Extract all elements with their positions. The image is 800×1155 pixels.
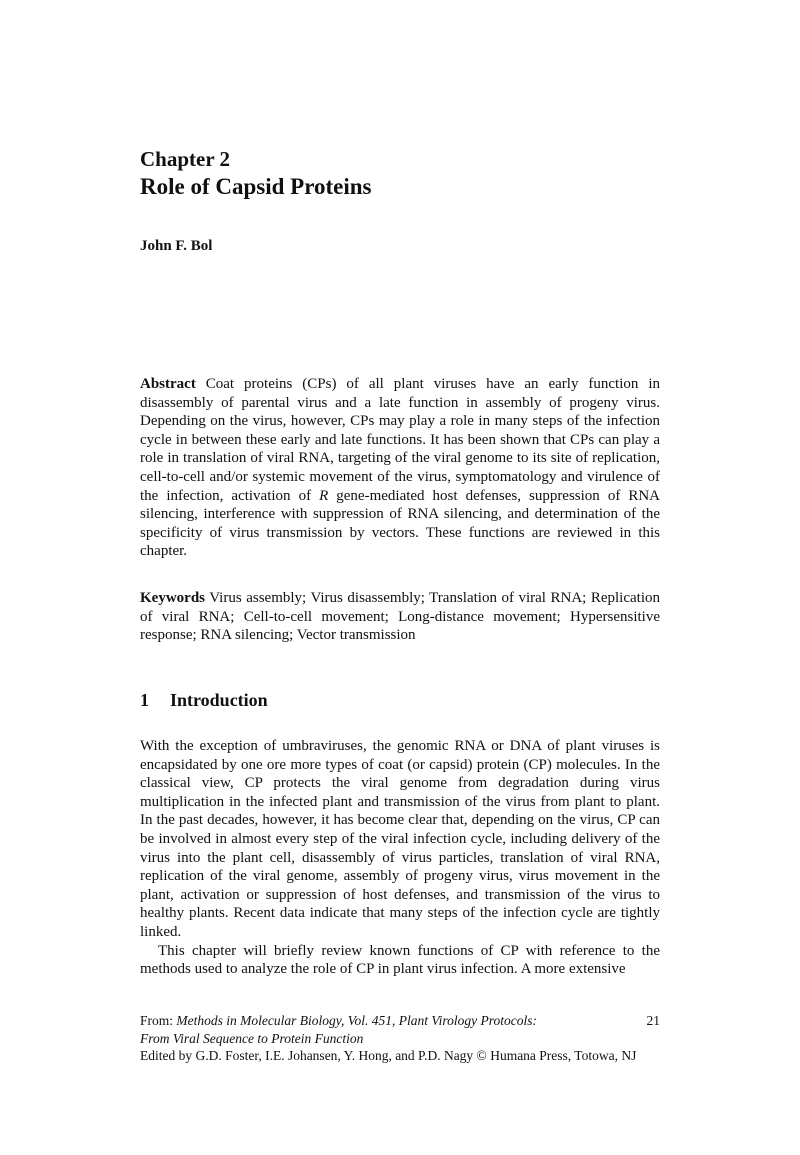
section-heading: [140, 688, 268, 712]
footer-source-line-2: [140, 1030, 660, 1048]
abstract-italic-gene: R: [319, 487, 329, 504]
keywords-label: Keywords: [140, 590, 205, 606]
section-number: 1: [140, 690, 149, 710]
footer-from-label: From:: [140, 1013, 177, 1028]
intro-paragraph-2: This chapter will briefly review known functions of CP with reference to the methods used to analyze the role of CP in plant virus infection. A more extensive: [140, 942, 660, 978]
section-title: Introduction: [170, 690, 268, 710]
keywords-text: Virus assembly; Virus disassembly; Translation of viral RNA; Replication of viral RNA; Cell-to-cell movement; Long-distance movement; Hypersensitive response; RNA silencing; Vector transmission: [140, 590, 660, 644]
footer-source-title-1: Methods in Molecular Biology, Vol. 451, Plant Virology Protocols:: [176, 1013, 537, 1028]
author-name: John F. Bol: [140, 238, 213, 254]
chapter-title: Role of Capsid Proteins: [140, 174, 372, 199]
footer-source-line-1: [140, 1012, 660, 1030]
footer-source-title-2: From Viral Sequence to Protein Function: [140, 1030, 364, 1046]
abstract-text-1: Coat proteins (CPs) of all plant viruses have an early function in disassembly of parental virus and a late function in assembly of progeny virus. Depending on the virus, however, CPs may play a role in many steps of the infection cycle in between these early and late functions. It has been shown that CPs can play a role in translation of viral RNA, targeting of the viral genome to its site of replication, cell-to-cell and/or systemic movement of the virus, symptomatology and virulence of the infection, activation of: [140, 376, 660, 504]
source-footer: [140, 1012, 660, 1065]
chapter-label: Chapter 2: [140, 147, 231, 171]
abstract-label: Abstract: [140, 376, 196, 392]
abstract: [140, 375, 660, 561]
keywords: [140, 589, 660, 645]
intro-paragraph-1: With the exception of umbraviruses, the genomic RNA or DNA of plant viruses is encapsidated by one ore more types of coat (or capsid) protein (CP) molecules. In the classical view, CP protects the viral genome from degradation during virus multiplication in the infected plant and transmission of the virus from plant to plant. In the past decades, however, it has become clear that, depending on the virus, CP can be involved in almost every step of the viral infection cycle, including delivery of the virus into the plant cell, disassembly of virus particles, translation of viral RNA, replication of the viral genome, assembly of progeny virus, virus movement in the plant, activation or suppression of host defenses, and transmission of the virus to healthy plants. Recent data indicate that many steps of the infection cycle are tightly linked.: [140, 738, 660, 940]
footer-edited-by: Edited by G.D. Foster, I.E. Johansen, Y. Hong, and P.D. Nagy © Humana Press, Totowa, NJ: [140, 1048, 637, 1063]
page-number: 21: [646, 1013, 660, 1028]
introduction-body: [140, 737, 660, 979]
abstract-text-2: gene-mediated host defenses, suppression of RNA silencing, interference with suppression of RNA silencing, and determination of the specificity of virus transmission by vectors. These functions are reviewed in this chapter.: [140, 487, 660, 560]
